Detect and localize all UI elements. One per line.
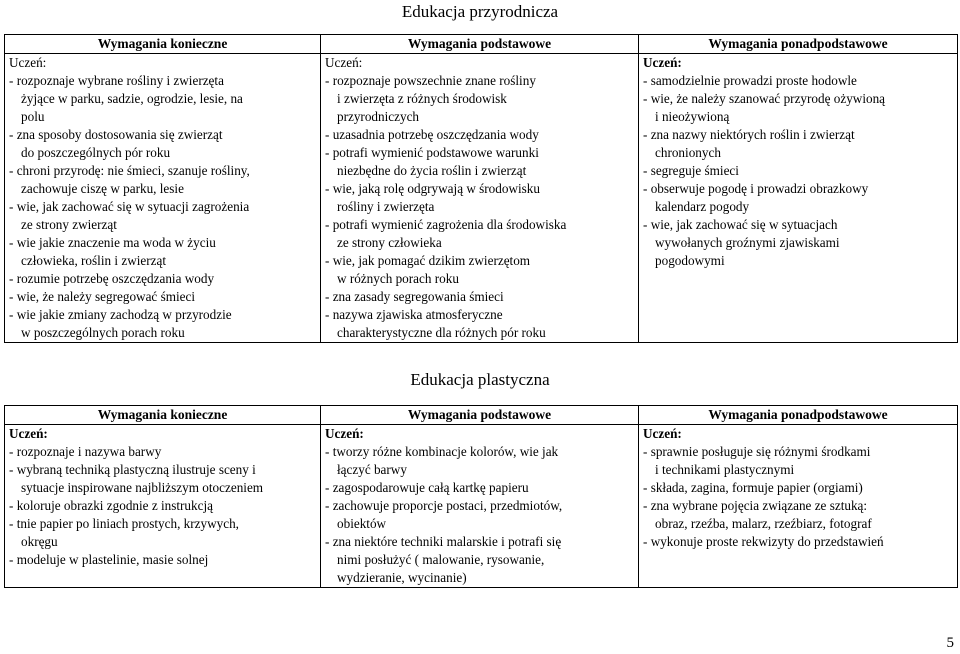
student-label: Uczeń:	[643, 426, 682, 441]
requirement-line: i nieożywioną	[655, 109, 730, 124]
requirement-line: polu	[21, 109, 45, 124]
requirement-line: - obserwuje pogodę i prowadzi obrazkowy	[643, 181, 869, 196]
requirement-line: rośliny i zwierzęta	[337, 199, 435, 214]
table-header-row	[5, 35, 958, 54]
requirement-line: - zagospodarowuje całą kartkę papieru	[325, 480, 529, 495]
requirement-line: obraz, rzeźba, malarz, rzeźbiarz, fotograf	[655, 516, 872, 531]
requirement-line: - wie, jak pomagać dzikim zwierzętom	[325, 253, 531, 268]
requirement-line: - rozpoznaje i nazywa barwy	[9, 444, 162, 459]
header-podstawowe: Wymagania podstawowe	[321, 35, 639, 54]
requirement-line: charakterystyczne dla różnych pór roku	[337, 325, 546, 340]
header-ponadpodstawowe: Wymagania ponadpodstawowe	[639, 406, 958, 425]
cell-konieczne	[5, 425, 321, 588]
requirement-line: chronionych	[655, 145, 721, 160]
requirement-line: człowieka, roślin i zwierząt	[21, 253, 166, 268]
cell-podstawowe	[321, 425, 639, 588]
page-number: 5	[946, 635, 954, 651]
requirement-line: - zna niektóre techniki malarskie i potrafi się	[325, 534, 562, 549]
requirement-line: - zna wybrane pojęcia związane ze sztuką:	[643, 498, 868, 513]
requirement-line: - wie, jak zachować się w sytuacji zagrożenia	[9, 199, 250, 214]
cell-konieczne	[5, 54, 321, 343]
section-title-plastyczna: Edukacja plastyczna	[410, 370, 550, 389]
requirement-line: - składa, zagina, formuje papier (orgiami)	[643, 480, 863, 495]
requirement-line: - potrafi wymienić zagrożenia dla środowiska	[325, 217, 567, 232]
section-title-przyrodnicza: Edukacja przyrodnicza	[401, 2, 559, 21]
requirement-line: - rozpoznaje wybrane rośliny i zwierzęta	[9, 73, 224, 88]
table-body-row	[5, 425, 958, 588]
requirement-line: - koloruje obrazki zgodnie z instrukcją	[9, 498, 213, 513]
requirement-line: okręgu	[21, 534, 58, 549]
requirement-line: w poszczególnych porach roku	[21, 325, 185, 340]
requirement-line: - wie, że należy segregować śmieci	[9, 289, 195, 304]
requirement-line: kalendarz pogody	[655, 199, 750, 214]
requirement-line: nimi posłużyć ( malowanie, rysowanie,	[337, 552, 545, 567]
requirement-line: - samodzielnie prowadzi proste hodowle	[643, 73, 857, 88]
requirement-line: żyjące w parku, sadzie, ogrodzie, lesie, na	[21, 91, 243, 106]
requirement-line: i zwierzęta z różnych środowisk	[337, 91, 507, 106]
requirement-line: - zna zasady segregowania śmieci	[325, 289, 504, 304]
requirement-line: - zna nazwy niektórych roślin i zwierząt	[643, 127, 855, 142]
requirements-table-przyrodnicza	[4, 34, 958, 343]
requirement-line: pogodowymi	[655, 253, 725, 268]
requirement-line: - modeluje w plastelinie, masie solnej	[9, 552, 209, 567]
requirement-line: - rozumie potrzebę oszczędzania wody	[9, 271, 215, 286]
requirement-line: obiektów	[337, 516, 387, 531]
requirement-line: ze strony człowieka	[337, 235, 442, 250]
student-label: Uczeń:	[325, 55, 363, 70]
requirement-line: - tnie papier po liniach prostych, krzywych,	[9, 516, 239, 531]
requirement-line: wywołanych groźnymi zjawiskami	[655, 235, 840, 250]
requirement-line: sytuacje inspirowane najbliższym otoczeniem	[21, 480, 264, 495]
requirement-line: - potrafi wymienić podstawowe warunki	[325, 145, 539, 160]
requirement-line: - wie, że należy szanować przyrodę ożywioną	[643, 91, 886, 106]
requirement-line: do poszczególnych pór roku	[21, 145, 171, 160]
requirement-line: ze strony zwierząt	[21, 217, 117, 232]
requirement-line: - wie jakie zmiany zachodzą w przyrodzie	[9, 307, 232, 322]
table-header-row	[5, 406, 958, 425]
requirement-line: zachowuje ciszę w parku, lesie	[21, 181, 184, 196]
header-podstawowe: Wymagania podstawowe	[321, 406, 639, 425]
requirement-line: - segreguje śmieci	[643, 163, 739, 178]
cell-ponadpodstawowe	[639, 425, 958, 588]
requirement-line: - wie, jak zachować się w sytuacjach	[643, 217, 838, 232]
requirement-line: i technikami plastycznymi	[655, 462, 795, 477]
requirement-line: łączyć barwy	[337, 462, 407, 477]
requirement-line: - zna sposoby dostosowania się zwierząt	[9, 127, 223, 142]
requirement-line: - nazywa zjawiska atmosferyczne	[325, 307, 503, 322]
requirements-table-plastyczna	[4, 405, 958, 588]
requirement-line: wydzieranie, wycinanie)	[337, 570, 467, 585]
requirement-line: przyrodniczych	[337, 109, 420, 124]
table-body-row	[5, 54, 958, 343]
cell-podstawowe	[321, 54, 639, 343]
header-konieczne: Wymagania konieczne	[5, 35, 321, 54]
requirement-line: - wybraną techniką plastyczną ilustruje sceny i	[9, 462, 256, 477]
header-ponadpodstawowe: Wymagania ponadpodstawowe	[639, 35, 958, 54]
requirement-line: - sprawnie posługuje się różnymi środkami	[643, 444, 871, 459]
requirement-line: - zachowuje proporcje postaci, przedmiotów,	[325, 498, 563, 513]
requirement-line: - wie, jaką rolę odgrywają w środowisku	[325, 181, 540, 196]
requirement-line: - wykonuje proste rekwizyty do przedstawień	[643, 534, 884, 549]
cell-ponadpodstawowe	[639, 54, 958, 343]
requirement-line: - uzasadnia potrzebę oszczędzania wody	[325, 127, 539, 142]
student-label: Uczeń:	[643, 55, 682, 70]
requirement-line: - wie jakie znaczenie ma woda w życiu	[9, 235, 216, 250]
requirement-line: - chroni przyrodę: nie śmieci, szanuje rośliny,	[9, 163, 250, 178]
student-label: Uczeń:	[325, 426, 364, 441]
student-label: Uczeń:	[9, 426, 48, 441]
student-label: Uczeń:	[9, 55, 47, 70]
requirement-line: - tworzy różne kombinacje kolorów, wie jak	[325, 444, 559, 459]
requirement-line: - rozpoznaje powszechnie znane rośliny	[325, 73, 536, 88]
header-konieczne: Wymagania konieczne	[5, 406, 321, 425]
requirement-line: w różnych porach roku	[337, 271, 459, 286]
requirement-line: niezbędne do życia roślin i zwierząt	[337, 163, 527, 178]
